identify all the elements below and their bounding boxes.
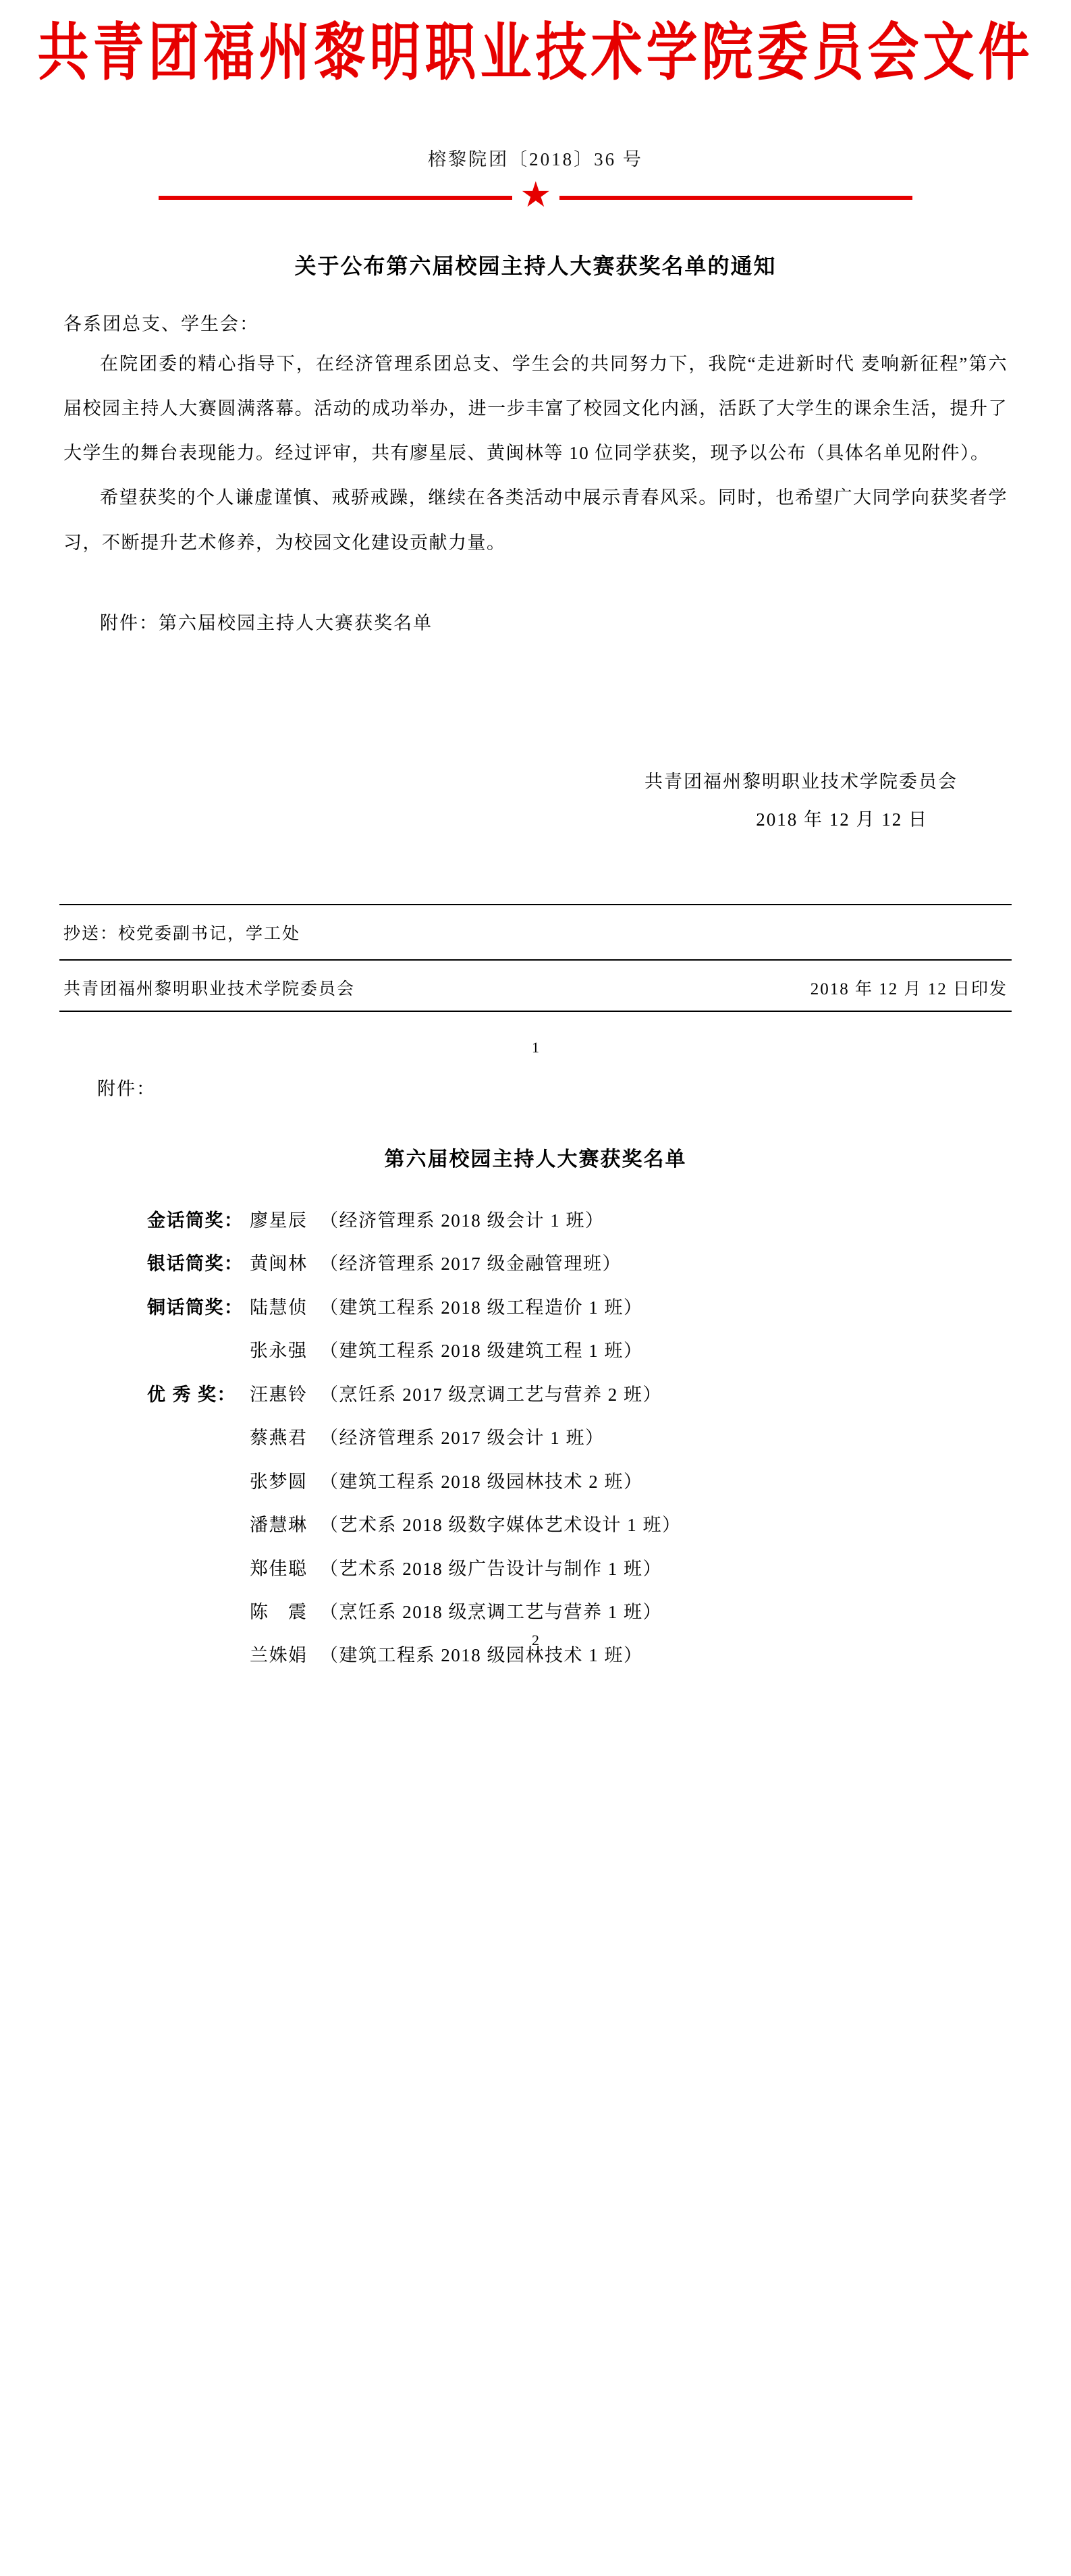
signature-date: 2018 年 12 月 12 日 [756,809,928,830]
award-category-label [147,1513,250,1537]
page-number-one: 1 [532,1039,539,1056]
award-recipient-class: （经济管理系 2017 级会计 1 班） [320,1428,605,1449]
award-recipient-name: 蔡燕君 [250,1428,308,1449]
award-list [61,1208,1010,1668]
award-category-label: 铜话筒奖： [147,1297,244,1318]
attachment-page [0,1074,1071,1668]
masthead-title: 共青团福州黎明职业技术学院委员会文件 [37,18,1034,88]
award-recipient-class: （经济管理系 2018 级会计 1 班） [320,1210,605,1231]
footer-rule-bottom [59,1011,1012,1012]
award-row [147,1470,1010,1494]
award-category-label: 银话筒奖： [147,1254,244,1274]
document-number: 榕黎院团〔2018〕36 号 [428,149,643,169]
award-row [147,1383,1010,1407]
attachment-note: 附件：第六届校园主持人大赛获奖名单 [100,612,433,633]
award-recipient-name: 黄闽林 [250,1254,308,1274]
footer-issuer: 共青团福州黎明职业技术学院委员会 [63,980,356,999]
award-recipient-class: （烹饪系 2017 级烹调工艺与营养 2 班） [320,1384,662,1405]
footer-issuer-row [59,969,1012,1002]
award-row [147,1295,1010,1320]
footer-rule-top [59,904,1012,905]
award-row [147,1426,1010,1450]
award-recipient-name: 汪惠铃 [250,1384,308,1405]
red-divider [0,176,1071,215]
red-star-icon: ★ [520,176,552,215]
award-recipient-class: （建筑工程系 2018 级工程造价 1 班） [320,1297,643,1318]
award-row [147,1208,1010,1233]
award-recipient-class: （艺术系 2018 级数字媒体艺术设计 1 班） [320,1515,682,1536]
footer-copy-to: 抄送：校党委副书记，学工处 [63,925,301,944]
award-recipient-name: 张永强 [250,1341,308,1362]
award-recipient-name: 郑佳聪 [250,1558,308,1579]
award-category-label [147,1426,250,1450]
footer-rule-middle [59,959,1012,961]
footer-block [0,904,1071,1012]
body-paragraph-1: 在院团委的精心指导下，在经济管理系团总支、学生会的共同努力下，我院“走进新时代 麦响新征程”第六届校园主持人大赛圆满落幕。活动的成功举办，进一步丰富了校园文化内涵，活跃了大学生的课余生活，提升了大学生的舞台表现能力。经过评审，共有廖星辰、黄闽林等 10 位同学获奖，现予以公布（具体名单见附件）。 [63,353,1008,464]
divider-rule-left [159,196,512,200]
award-recipient-class: （建筑工程系 2018 级园林技术 2 班） [320,1471,643,1492]
award-recipient-name: 兰姝娟 [250,1645,308,1666]
award-recipient-class: （建筑工程系 2018 级园林技术 1 班） [320,1645,643,1666]
award-recipient-class: （建筑工程系 2018 级建筑工程 1 班） [320,1341,643,1362]
attachment-label: 附件： [97,1079,156,1100]
attachment-title: 第六届校园主持人大赛获奖名单 [384,1148,687,1171]
award-recipient-name: 陈 震 [250,1601,308,1622]
signature-block [61,763,1010,839]
award-row [147,1600,1010,1624]
award-category-label: 优 秀 奖： [147,1384,237,1405]
divider-rule-right [559,196,913,200]
award-recipient-name: 陆慧侦 [250,1297,308,1318]
award-row [147,1513,1010,1537]
award-recipient-class: （艺术系 2018 级广告设计与制作 1 班） [320,1558,662,1579]
award-row [147,1339,1010,1363]
footer-issue-date: 2018 年 12 月 12 日印发 [810,980,1008,999]
award-category-label [147,1339,250,1363]
award-row [147,1252,1010,1276]
award-category-label [147,1600,250,1624]
salutation: 各系团总支、学生会： [63,313,259,334]
award-recipient-class: （经济管理系 2017 级金融管理班） [320,1254,622,1274]
page-number-two: 2 [532,1631,539,1648]
signature-organization: 共青团福州黎明职业技术学院委员会 [644,771,958,792]
award-recipient-name: 张梦圆 [250,1471,308,1492]
document-title: 关于公布第六届校园主持人大赛获奖名单的通知 [294,253,777,278]
masthead [0,0,1071,86]
body-paragraph-2: 希望获奖的个人谦虚谨慎、戒骄戒躁，继续在各类活动中展示青春风采。同时，也希望广大同学向获奖者学习，不断提升艺术修养，为校园文化建设贡献力量。 [63,487,1008,553]
award-recipient-name: 廖星辰 [250,1210,308,1231]
award-category-label [147,1470,250,1494]
award-category-label: 金话筒奖： [147,1210,244,1231]
award-recipient-class: （烹饪系 2018 级烹调工艺与营养 1 班） [320,1601,662,1622]
document-body [0,249,1071,839]
award-row [147,1557,1010,1581]
award-recipient-name: 潘慧琳 [250,1515,308,1536]
award-category-label [147,1557,250,1581]
